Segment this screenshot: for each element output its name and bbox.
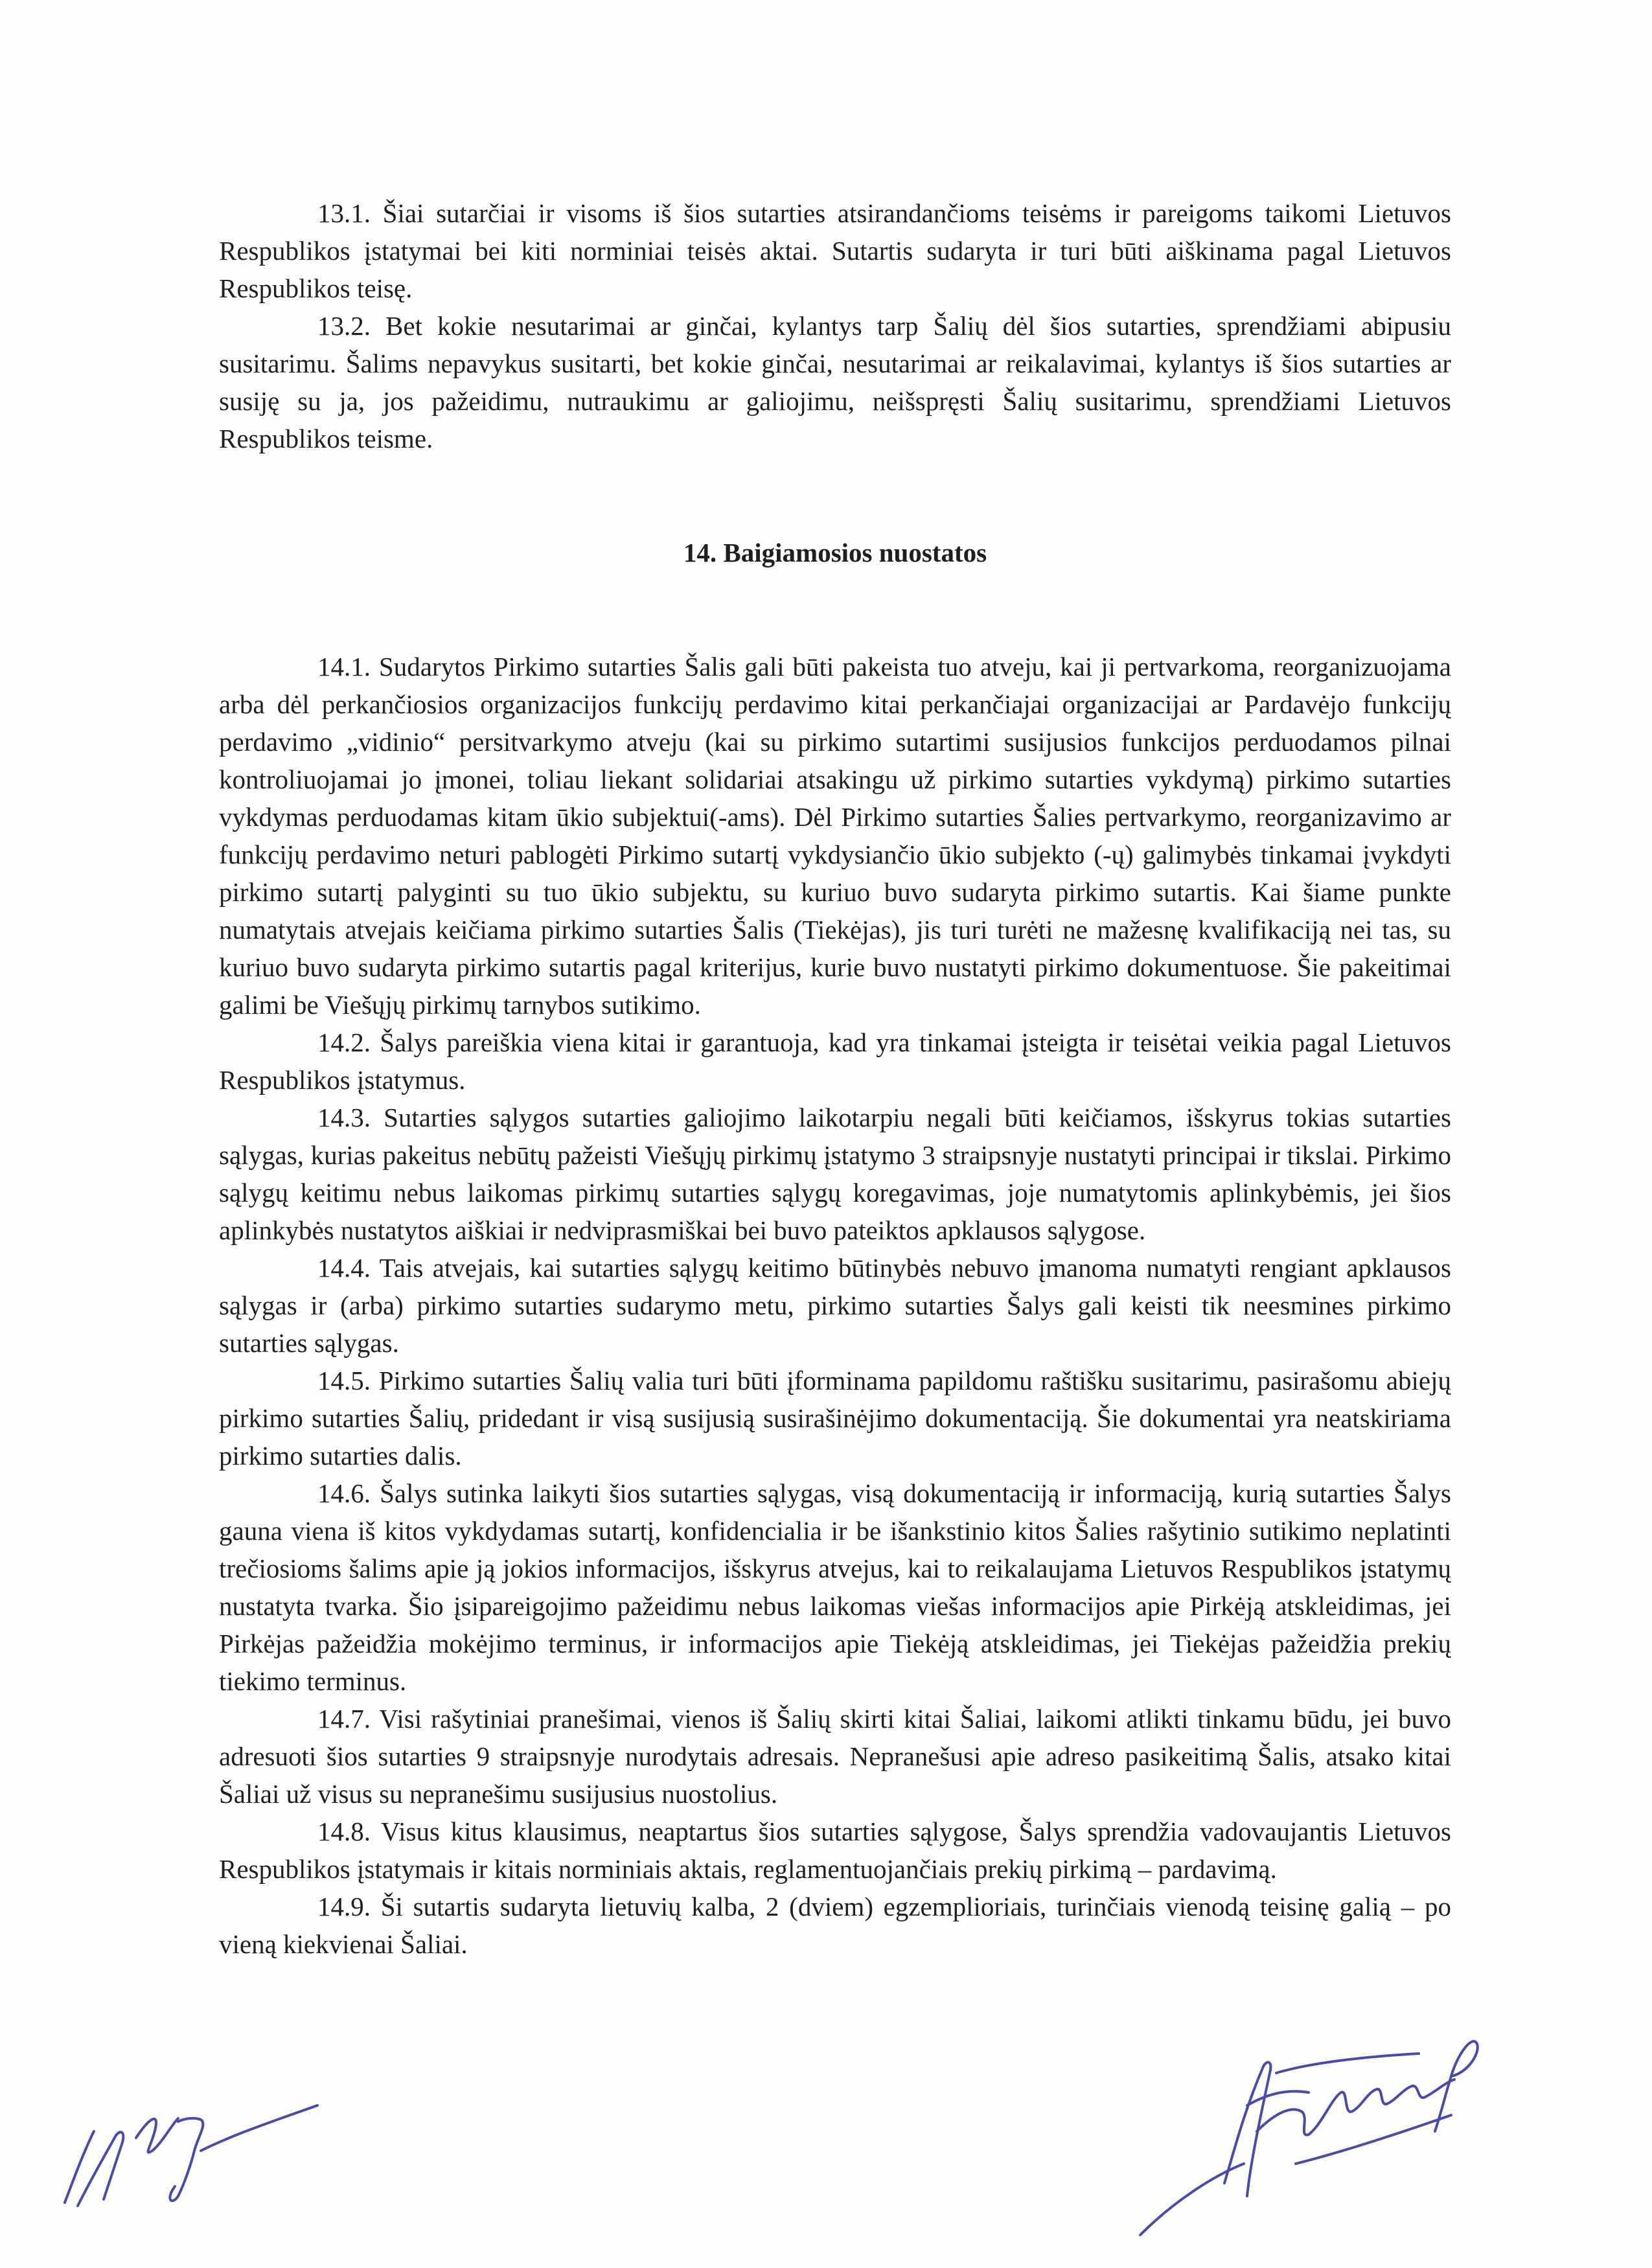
- clause-13-1: 13.1. Šiai sutarčiai ir visoms iš šios sutarties atsirandančioms teisėms ir pareigoms taikomi Lietuvos Respublikos įstatymai bei kiti norminiai teisės aktai. Sutartis sudaryta ir turi būti aiškinama pagal Lietuvos Respublikos teisę.: [219, 198, 1451, 303]
- clause-14-5: 14.5. Pirkimo sutarties Šalių valia turi būti įforminama papildomu raštišku susitarimu, pasirašomu abiejų pirkimo sutarties Šalių, pridedant ir visą susijusią susirašinėjimo dokumentaciją. Šie dokumentai yra neatskiriama pirkimo sutarties dalis.: [219, 1366, 1451, 1471]
- clause-13-2: 13.2. Bet kokie nesutarimai ar ginčai, kylantys tarp Šalių dėl šios sutarties, sprendžiami abipusiu susitarimu. Šalims nepavykus susitarti, bet kokie ginčai, nesutarimai ar reikalavimai, kylantys iš šios sutarties ar susiję su ja, jos pažeidimu, nutraukimu ar galiojimu, neišspręsti Šalių susitarimu, sprendžiami Lietuvos Respublikos teisme.: [219, 311, 1451, 453]
- document-body: [219, 194, 1451, 1963]
- clause-14-9: 14.9. Ši sutartis sudaryta lietuvių kalba, 2 (dviem) egzemplioriais, turinčiais vienodą teisinę galią – po vieną kiekvienai Šaliai.: [219, 1892, 1451, 1959]
- signature-left-graphic: [39, 2067, 330, 2222]
- section-14-heading: 14. Baigiamosios nuostatos: [683, 538, 987, 567]
- signature-right: [1114, 2028, 1581, 2248]
- clause-14-4: 14.4. Tais atvejais, kai sutarties sąlygų keitimo būtinybės nebuvo įmanoma numatyti rengiant apklausos sąlygas ir (arba) pirkimo sutarties sudarymo metu, pirkimo sutarties Šalys gali keisti tik neesmines pirkimo sutarties sąlygas.: [219, 1253, 1451, 1358]
- signature-right-graphic: [1114, 2028, 1581, 2248]
- clause-14-1: 14.1. Sudarytos Pirkimo sutarties Šalis gali būti pakeista tuo atveju, kai ji pertvarkoma, reorganizuojama arba dėl perkančiosios organizacijos funkcijų perdavimo kitai perkančiajai organizacijai ar Pardavėjo funkcijų perdavimo „vidinio“ persitvarkymo atveju (kai su pirkimo sutartimi susijusios funkcijos perduodamos pilnai kontroliuojamai jo įmonei, toliau liekant solidariai atsakingu už pirkimo sutarties vykdymą) pirkimo sutarties vykdymas perduodamas kitam ūkio subjektui(-ams). Dėl Pirkimo sutarties Šalies pertvarkymo, reorganizavimo ar funkcijų perdavimo neturi pablogėti Pirkimo sutartį vykdysiančio ūkio subjekto (-ų) galimybės tinkamai įvykdyti pirkimo sutartį palyginti su tuo ūkio subjektu, su kuriuo buvo sudaryta pirkimo sutartis. Kai šiame punkte numatytais atvejais keičiama pirkimo sutarties Šalis (Tiekėjas), jis turi turėti ne mažesnę kvalifikaciją nei tas, su kuriuo buvo sudaryta pirkimo sutartis pagal kriterijus, kurie buvo nustatyti pirkimo dokumentuose. Šie pakeitimai galimi be Viešųjų pirkimų tarnybos sutikimo.: [219, 652, 1451, 1020]
- clause-14-6: 14.6. Šalys sutinka laikyti šios sutarties sąlygas, visą dokumentaciją ir informaciją, kurią sutarties Šalys gauna viena iš kitos vykdydamas sutartį, konfidencialia ir be išankstinio kitos Šalies rašytinio sutikimo neplatinti trečiosioms šalims apie ją jokios informacijos, išskyrus atvejus, kai to reikalaujama Lietuvos Respublikos įstatymų nustatyta tvarka. Šio įsipareigojimo pažeidimu nebus laikomas viešas informacijos apie Pirkėją atskleidimas, jei Pirkėjas pažeidžia mokėjimo terminus, ir informacijos apie Tiekėją atskleidimas, jei Tiekėjas pažeidžia prekių tiekimo terminus.: [219, 1478, 1451, 1696]
- clause-14-2: 14.2. Šalys pareiškia viena kitai ir garantuoja, kad yra tinkamai įsteigta ir teisėtai veikia pagal Lietuvos Respublikos įstatymus.: [219, 1027, 1451, 1095]
- clause-14-3: 14.3. Sutarties sąlygos sutarties galiojimo laikotarpiu negali būti keičiamos, išskyrus tokias sutarties sąlygas, kurias pakeitus nebūtų pažeisti Viešųjų pirkimų įstatymo 3 straipsnyje nustatyti principai ir tikslai. Pirkimo sąlygų keitimu nebus laikomas pirkimų sutarties sąlygų koregavimas, joje numatytomis aplinkybėmis, jei šios aplinkybės nustatytos aiškiai ir nedviprasmiškai bei buvo pateiktos apklausos sąlygose.: [219, 1103, 1451, 1245]
- clause-14-8: 14.8. Visus kitus klausimus, neaptartus šios sutarties sąlygose, Šalys sprendžia vadovaujantis Lietuvos Respublikos įstatymais ir kitais norminiais aktais, reglamentuojančiais prekių pirkimą – pardavimą.: [219, 1816, 1451, 1884]
- signature-left: [39, 2067, 330, 2222]
- clause-14-7: 14.7. Visi rašytiniai pranešimai, vienos iš Šalių skirti kitai Šaliai, laikomi atlikti tinkamu būdu, jei buvo adresuoti šios sutarties 9 straipsnyje nurodytais adresais. Nepranešusi apie adreso pasikeitimą Šalis, atsako kitai Šaliai už visus su nepranešimu susijusius nuostolius.: [219, 1704, 1451, 1809]
